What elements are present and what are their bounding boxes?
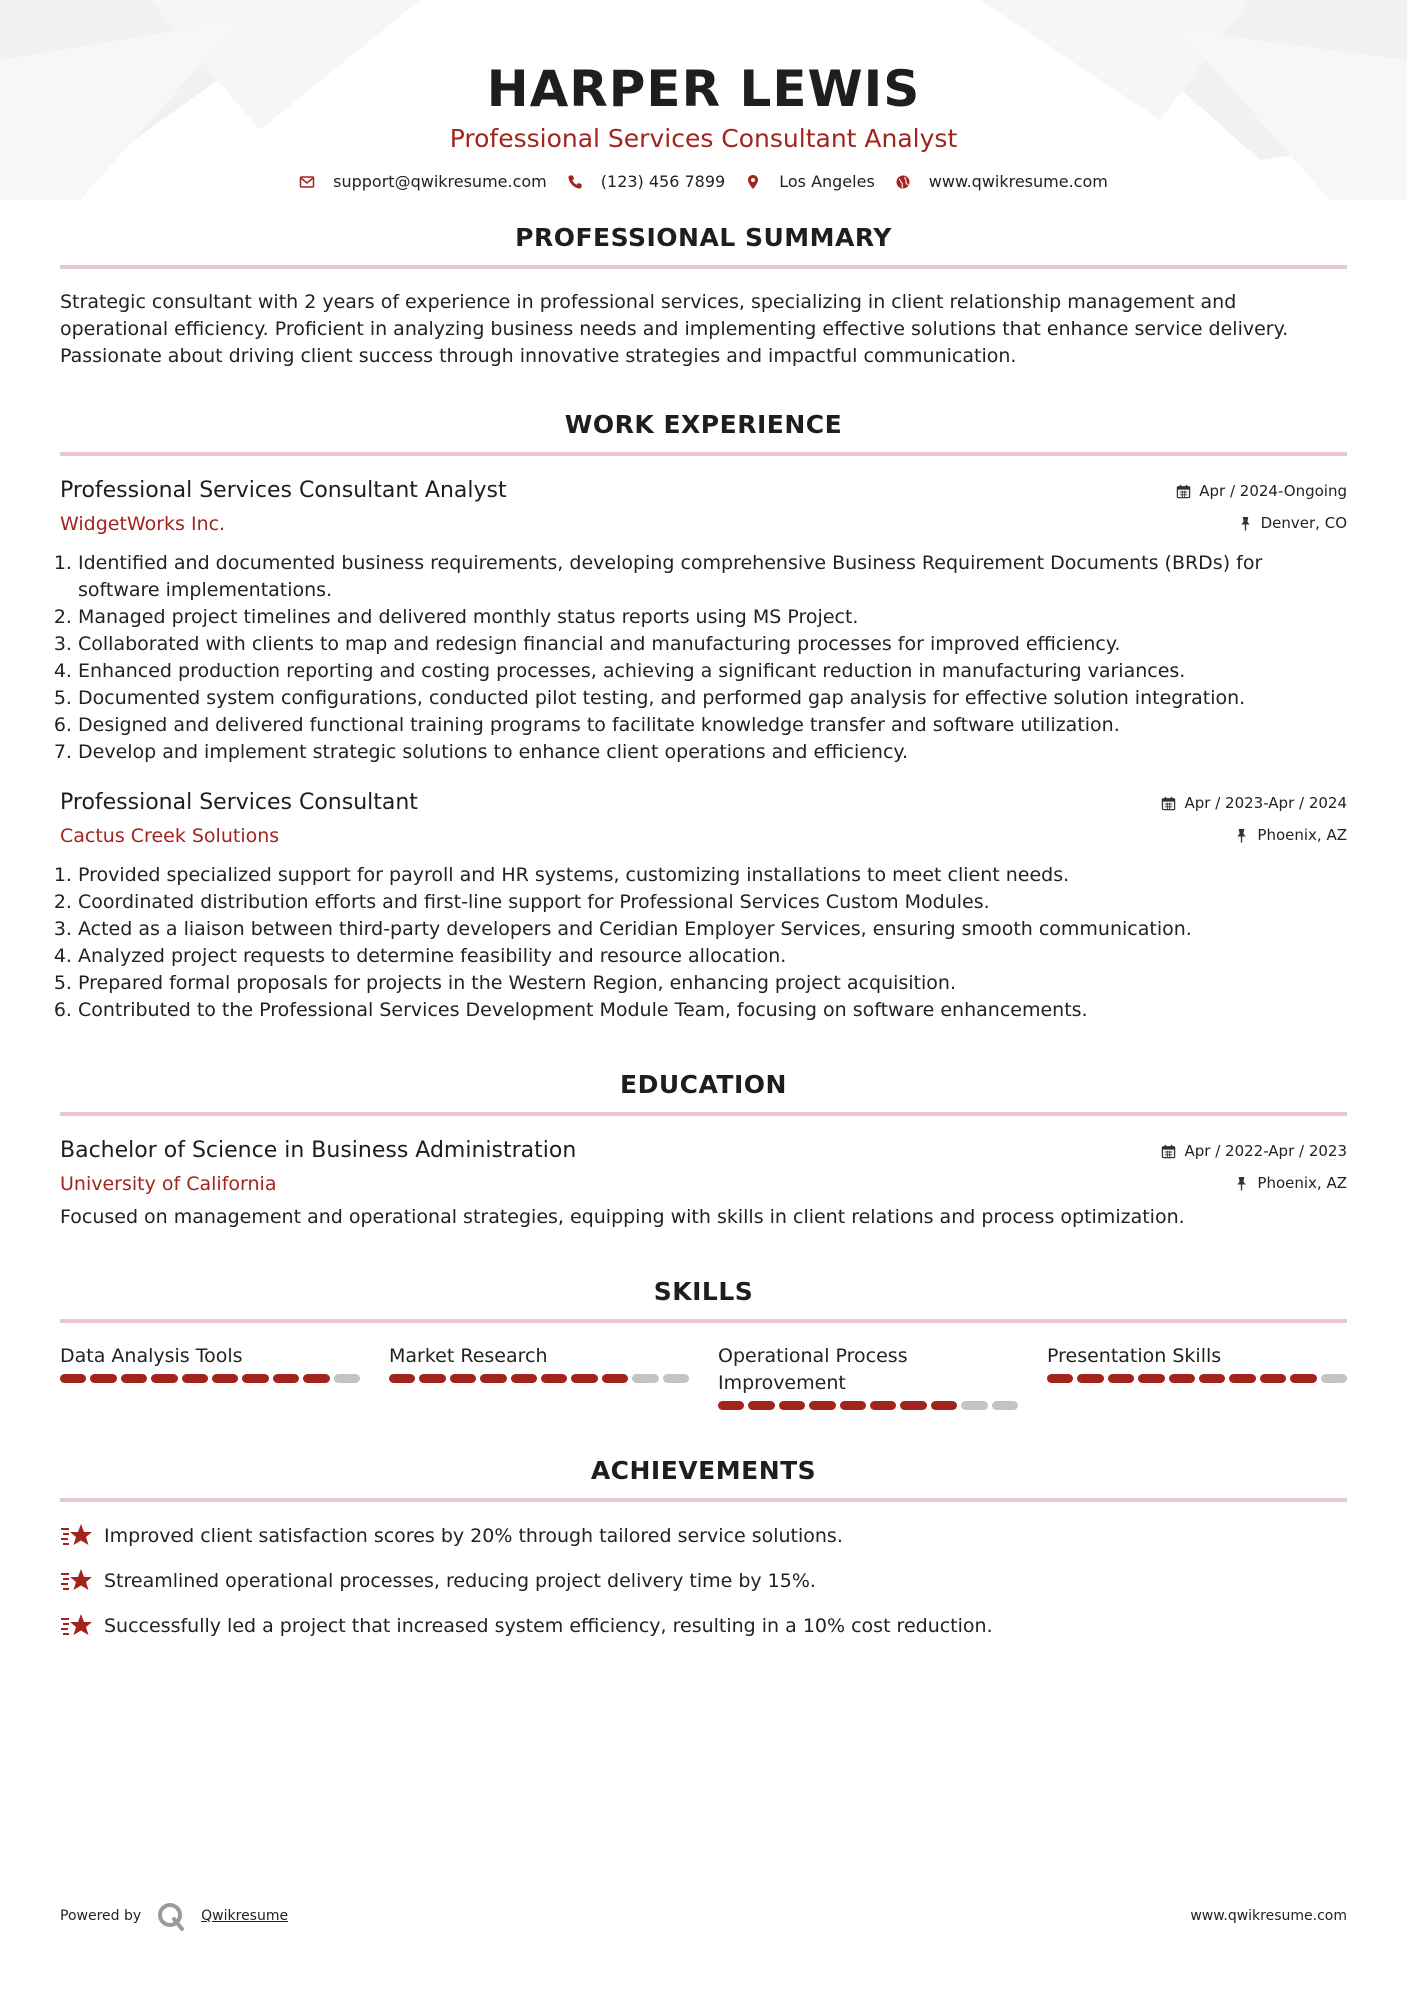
- skill-name: Data Analysis Tools: [60, 1345, 243, 1367]
- footer-website[interactable]: www.qwikresume.com: [1190, 1908, 1347, 1924]
- skill-level-segment: [632, 1374, 658, 1383]
- achievements-section: [60, 1454, 1347, 1640]
- resume-header: [60, 0, 1347, 191]
- contact-website-text: www.qwikresume.com: [928, 172, 1108, 191]
- contact-location-text: Los Angeles: [779, 172, 875, 191]
- skill-level-segment: [1138, 1374, 1164, 1383]
- job-dates: Apr / 2023-Apr / 2024: [1184, 794, 1347, 812]
- skill-level-segment: [389, 1374, 415, 1383]
- skill-level-segment: [1260, 1374, 1286, 1383]
- skill-level-bar: [718, 1401, 1018, 1410]
- job-dates: Apr / 2024-Ongoing: [1199, 482, 1347, 500]
- skill-name: Market Research: [389, 1345, 548, 1367]
- candidate-name: HARPER LEWIS: [486, 60, 921, 118]
- school-name: University of California: [60, 1173, 277, 1195]
- skill-item: [1047, 1343, 1347, 1410]
- job-entry: [60, 788, 1347, 1024]
- skill-level-segment: [779, 1401, 805, 1410]
- skill-level-segment: [840, 1401, 866, 1410]
- contact-phone-text: (123) 456 7899: [600, 172, 726, 191]
- skill-level-segment: [602, 1374, 628, 1383]
- list-item: 6. Contributed to the Professional Services Development Module Team, focusing on software enhancements.: [78, 997, 1347, 1024]
- skill-level-segment: [870, 1401, 896, 1410]
- pushpin-icon: [1238, 516, 1253, 531]
- job-title: Professional Services Consultant: [60, 790, 418, 815]
- job-location: Denver, CO: [1260, 514, 1347, 532]
- calendar-icon: [1161, 796, 1176, 811]
- job-bullets: [60, 862, 1347, 1024]
- skill-name: Presentation Skills: [1047, 1345, 1222, 1367]
- star-icon: [60, 1567, 94, 1595]
- star-icon: [60, 1522, 94, 1550]
- skill-level-segment: [992, 1401, 1018, 1410]
- qwikresume-logo-icon: [155, 1900, 187, 1932]
- list-item: [60, 1522, 1347, 1550]
- summary-section: [60, 221, 1347, 370]
- list-item: 4. Analyzed project requests to determine feasibility and resource allocation.: [78, 943, 1347, 970]
- section-title: EDUCATION: [620, 1070, 787, 1099]
- job-bullets: [60, 550, 1347, 766]
- skill-level-segment: [1290, 1374, 1316, 1383]
- section-title: WORK EXPERIENCE: [564, 410, 843, 439]
- phone-icon: [567, 174, 583, 190]
- skill-level-segment: [748, 1401, 774, 1410]
- section-title: PROFESSIONAL SUMMARY: [515, 223, 892, 252]
- skill-level-segment: [1047, 1374, 1073, 1383]
- skill-item: [389, 1343, 689, 1410]
- skill-level-segment: [1169, 1374, 1195, 1383]
- skill-level-segment: [511, 1374, 537, 1383]
- list-item: [60, 1612, 1347, 1640]
- skill-level-segment: [212, 1374, 238, 1383]
- skill-level-segment: [809, 1401, 835, 1410]
- skill-name: Operational Process Improvement: [718, 1345, 908, 1394]
- skill-level-segment: [182, 1374, 208, 1383]
- calendar-icon: [1161, 1144, 1176, 1159]
- skill-level-segment: [121, 1374, 147, 1383]
- skill-level-segment: [663, 1374, 689, 1383]
- skill-level-segment: [718, 1401, 744, 1410]
- skill-level-bar: [389, 1374, 689, 1383]
- contact-phone[interactable]: [567, 172, 725, 191]
- list-item: 6. Designed and delivered functional training programs to facilitate knowledge transfer and software utilization.: [78, 712, 1347, 739]
- candidate-role: Professional Services Consultant Analyst: [449, 124, 958, 153]
- list-item: 7. Develop and implement strategic solutions to enhance client operations and efficiency.: [78, 739, 1347, 766]
- skill-level-segment: [450, 1374, 476, 1383]
- skill-level-segment: [571, 1374, 597, 1383]
- skill-level-bar: [60, 1374, 360, 1383]
- section-title: ACHIEVEMENTS: [590, 1456, 817, 1485]
- achievement-text: Streamlined operational processes, reducing project delivery time by 15%.: [104, 1569, 816, 1592]
- achievement-text: Successfully led a project that increased system efficiency, resulting in a 10% cost reduction.: [104, 1614, 993, 1637]
- skill-level-segment: [961, 1401, 987, 1410]
- map-pin-icon: [745, 174, 761, 190]
- section-divider: [60, 1319, 1347, 1323]
- list-item: 5. Prepared formal proposals for projects in the Western Region, enhancing project acquisition.: [78, 970, 1347, 997]
- list-item: 4. Enhanced production reporting and costing processes, achieving a significant reduction in manufacturing variances.: [78, 658, 1347, 685]
- skill-level-segment: [1199, 1374, 1225, 1383]
- section-title: SKILLS: [653, 1277, 754, 1306]
- page-footer: [60, 1900, 1347, 1932]
- contact-email[interactable]: [299, 172, 547, 191]
- contact-location: [745, 172, 875, 191]
- brand-link[interactable]: Qwikresume: [201, 1908, 289, 1924]
- skill-level-segment: [273, 1374, 299, 1383]
- skill-item: [60, 1343, 360, 1410]
- skill-level-segment: [334, 1374, 360, 1383]
- skills-section: [60, 1275, 1347, 1410]
- contact-bar: [60, 172, 1347, 191]
- skill-level-segment: [242, 1374, 268, 1383]
- calendar-icon: [1176, 484, 1191, 499]
- globe-icon: [895, 174, 911, 190]
- skill-level-segment: [1229, 1374, 1255, 1383]
- education-description: Focused on management and operational strategies, equipping with skills in client relations and process optimization.: [60, 1206, 1185, 1228]
- skill-item: [718, 1343, 1018, 1410]
- skill-level-bar: [1047, 1374, 1347, 1383]
- job-location: Phoenix, AZ: [1257, 826, 1347, 844]
- skill-level-segment: [1108, 1374, 1134, 1383]
- skill-level-segment: [480, 1374, 506, 1383]
- star-icon: [60, 1612, 94, 1640]
- job-title: Professional Services Consultant Analyst: [60, 478, 507, 503]
- skill-level-segment: [419, 1374, 445, 1383]
- envelope-icon: [299, 174, 315, 190]
- contact-website[interactable]: [895, 172, 1108, 191]
- skill-level-segment: [151, 1374, 177, 1383]
- skill-level-segment: [90, 1374, 116, 1383]
- education-location: Phoenix, AZ: [1257, 1174, 1347, 1192]
- job-entry: [60, 476, 1347, 766]
- degree-title: Bachelor of Science in Business Administration: [60, 1138, 577, 1163]
- powered-by-label: Powered by: [60, 1908, 142, 1924]
- skill-level-segment: [60, 1374, 86, 1383]
- list-item: 2. Managed project timelines and delivered monthly status reports using MS Project.: [78, 604, 1347, 631]
- list-item: 2. Coordinated distribution efforts and first-line support for Professional Services Custom Modules.: [78, 889, 1347, 916]
- skill-level-segment: [931, 1401, 957, 1410]
- skill-level-segment: [541, 1374, 567, 1383]
- experience-section: [60, 408, 1347, 1024]
- list-item: 3. Collaborated with clients to map and redesign financial and manufacturing processes for improved efficiency.: [78, 631, 1347, 658]
- education-section: [60, 1068, 1347, 1231]
- contact-email-text: support@qwikresume.com: [333, 172, 547, 191]
- section-divider: [60, 1112, 1347, 1116]
- pushpin-icon: [1234, 828, 1249, 843]
- education-dates: Apr / 2022-Apr / 2023: [1184, 1142, 1347, 1160]
- list-item: 3. Acted as a liaison between third-party developers and Ceridian Employer Services, ensuring smooth communication.: [78, 916, 1347, 943]
- list-item: 5. Documented system configurations, conducted pilot testing, and performed gap analysis for effective solution integration.: [78, 685, 1347, 712]
- skills-grid: [60, 1343, 1347, 1410]
- section-divider: [60, 1498, 1347, 1502]
- list-item: 1. Provided specialized support for payroll and HR systems, customizing installations to meet client needs.: [78, 862, 1347, 889]
- list-item: 1. Identified and documented business requirements, developing comprehensive Business Requirement Documents (BRDs) for software implementations.: [78, 550, 1347, 604]
- summary-text: Strategic consultant with 2 years of experience in professional services, specializing in client relationship management and operational efficiency. Proficient in analyzing business needs and implementing effective solutions that enhance service delivery. Passionate about driving client success through innovative strategies and impactful communication.: [60, 291, 1289, 367]
- list-item: [60, 1567, 1347, 1595]
- achievement-text: Improved client satisfaction scores by 20% through tailored service solutions.: [104, 1524, 843, 1547]
- job-company: Cactus Creek Solutions: [60, 825, 280, 847]
- skill-level-segment: [1321, 1374, 1347, 1383]
- section-divider: [60, 452, 1347, 456]
- job-company: WidgetWorks Inc.: [60, 513, 226, 535]
- skill-level-segment: [900, 1401, 926, 1410]
- section-divider: [60, 265, 1347, 269]
- pushpin-icon: [1234, 1176, 1249, 1191]
- skill-level-segment: [303, 1374, 329, 1383]
- skill-level-segment: [1077, 1374, 1103, 1383]
